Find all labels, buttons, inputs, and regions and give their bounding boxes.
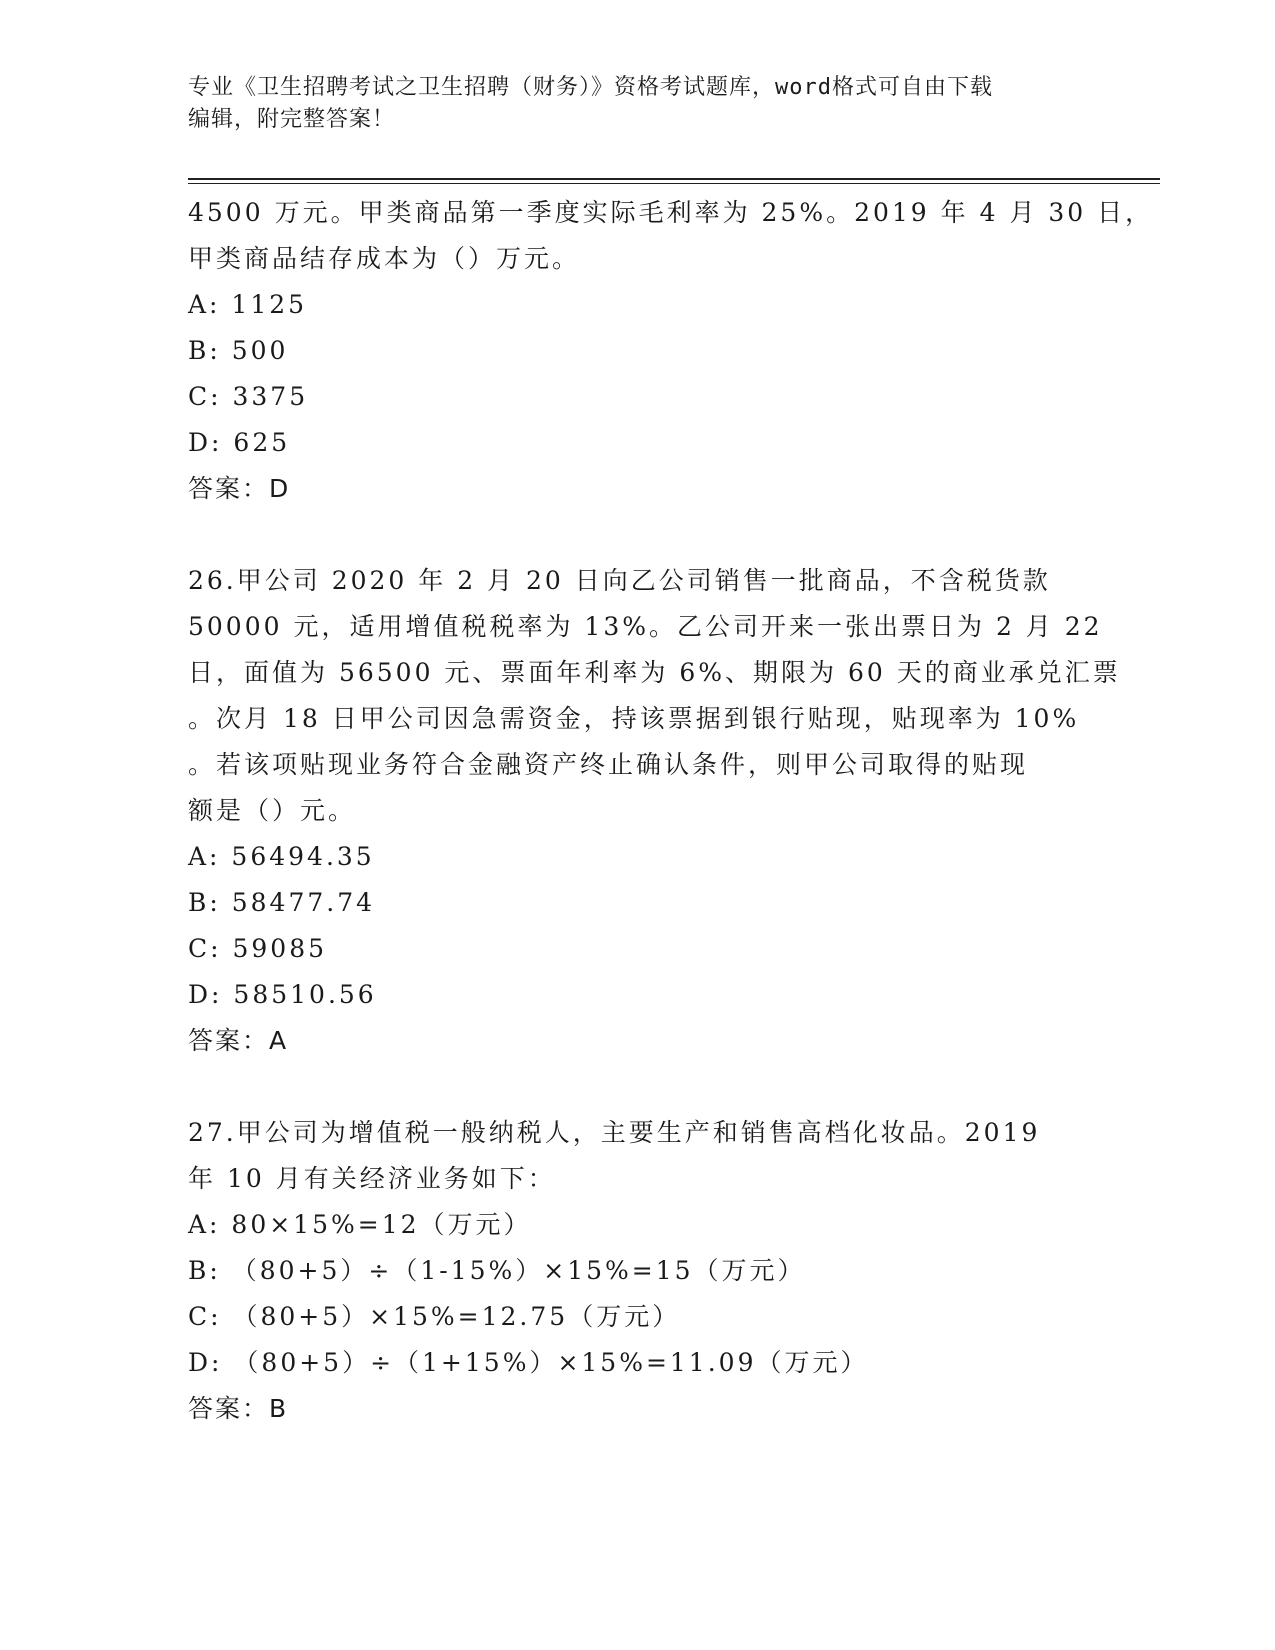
question-text-line: 26.甲公司 2020 年 2 月 20 日向乙公司销售一批商品，不含税货款 — [188, 566, 1051, 595]
document-body — [188, 190, 1154, 1432]
option-a: A: 56494.35 — [188, 842, 375, 871]
question-text-line: 4500 万元。甲类商品第一季度实际毛利率为 25%。2019 年 4 月 30 日， — [188, 198, 1154, 227]
option-b: B: 58477.74 — [188, 888, 376, 917]
spacer — [188, 512, 1088, 558]
option-c: C: 3375 — [188, 382, 309, 411]
question-25 — [188, 190, 1154, 512]
spacer — [188, 1064, 1088, 1110]
question-27 — [188, 1110, 1088, 1432]
question-text-line: 。若该项贴现业务符合金融资产终止确认条件，则甲公司取得的贴现 — [188, 750, 1029, 779]
header-line-2: 编辑，附完整答案！ — [188, 107, 396, 132]
question-text-line: 甲类商品结存成本为（）万元。 — [188, 244, 581, 273]
option-d: D: 625 — [188, 428, 291, 457]
question-text-line: 日，面值为 56500 元、票面年利率为 6%、期限为 60 天的商业承兑汇票 — [188, 658, 1121, 687]
question-26 — [188, 558, 1121, 1064]
option-c: C: 59085 — [188, 934, 328, 963]
option-c: C: （80+5）×15%=12.75（万元） — [188, 1302, 681, 1331]
question-text-line: 50000 元，适用增值税税率为 13%。乙公司开来一张出票日为 2 月 22 — [188, 612, 1103, 641]
question-text-line: 。次月 18 日甲公司因急需资金，持该票据到银行贴现，贴现率为 10% — [188, 704, 1080, 733]
header-divider — [188, 178, 1160, 180]
option-d: D: （80+5）÷（1+15%）×15%=11.09（万元） — [188, 1348, 869, 1377]
option-a: A: 1125 — [188, 290, 308, 319]
question-text-line: 27.甲公司为增值税一般纳税人，主要生产和销售高档化妆品。2019 — [188, 1118, 1041, 1147]
option-b: B: （80+5）÷（1-15%）×15%=15（万元） — [188, 1256, 806, 1285]
header-divider-thin — [188, 183, 1160, 184]
option-d: D: 58510.56 — [188, 980, 377, 1009]
option-b: B: 500 — [188, 336, 289, 365]
header-line-1: 专业《卫生招聘考试之卫生招聘（财务）》资格考试题库，word格式可自由下载 — [188, 75, 993, 100]
answer: 答案：B — [188, 1394, 289, 1423]
option-a: A: 80×15%=12（万元） — [188, 1210, 532, 1239]
document-header — [188, 72, 1088, 136]
answer: 答案：A — [188, 1026, 289, 1055]
answer: 答案：D — [188, 474, 291, 503]
question-text-line: 额是（）元。 — [188, 796, 357, 825]
question-text-line: 年 10 月有关经济业务如下： — [188, 1164, 556, 1193]
